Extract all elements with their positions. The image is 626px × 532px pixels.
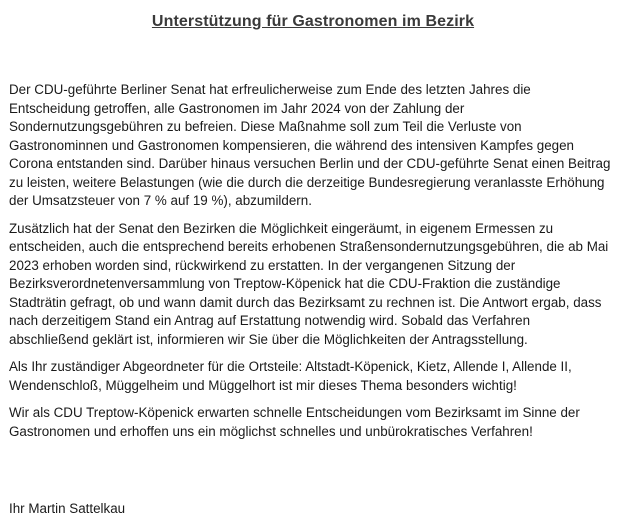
paragraph-senate-decision: Der CDU-geführte Berliner Senat hat erfreulicherweise zum Ende des letzten Jahres die Entscheidung getroffen, alle Gastronomen im Jahr 2024 von der Zahlung der Sondernutzungsgebühren zu befreien. Diese Maßnahme soll zum Teil die Verluste von Gastronominnen und Gastronomen kompensieren, die während des intensiven Kampfes gegen Corona entstanden sind. Darüber hinaus versuchen Berlin und der CDU-geführte Senat einen Beitrag zu leisten, weitere Belastungen (wie die durch die derzeitige Bundesregierung veranlasste Erhöhung der Umsatzsteuer von 7 % auf 19 %), abzumildern. — [9, 82, 611, 208]
signature: Ihr Martin Sattelkau — [9, 501, 126, 516]
document-body — [9, 81, 612, 450]
paragraph-district-refund: Zusätzlich hat der Senat den Bezirken die Möglichkeit eingeräumt, in eigenem Ermessen zu entscheiden, auch die entsprechend bereits erhobenen Straßensondernutzungsgebühren, die ab Mai 2023 erhoben worden sind, rückwirkend zu erstatten. In der vergangenen Sitzung der Bezirksverordnetenversammlung von Treptow-Köpenick hat die CDU-Fraktion die zuständige Stadträtin gefragt, ob und wann damit durch das Bezirksamt zu rechnen ist. Die Antwort ergab, dass nach derzeitigem Stand ein Antrag auf Erstattung notwendig wird. Sobald das Verfahren abschließend geklärt ist, informieren wir Sie über die Möglichkeiten der Antragsstellung. — [9, 220, 609, 347]
paragraph-representative: Als Ihr zuständiger Abgeordneter für die Ortsteile: Altstadt-Köpenick, Kietz, Allende I, Allende II, Wendenschloß, Müggelheim und Müggelhort ist mir dieses Thema besonders wichtig! — [9, 359, 572, 393]
document-title: Unterstützung für Gastronomen im Bezirk — [151, 13, 475, 30]
paragraph-expectation: Wir als CDU Treptow-Köpenick erwarten schnelle Entscheidungen vom Bezirksamt im Sinne der Gastronomen und erhoffen uns ein möglichst schnelles und unbürokratisches Verfahren! — [9, 405, 580, 439]
